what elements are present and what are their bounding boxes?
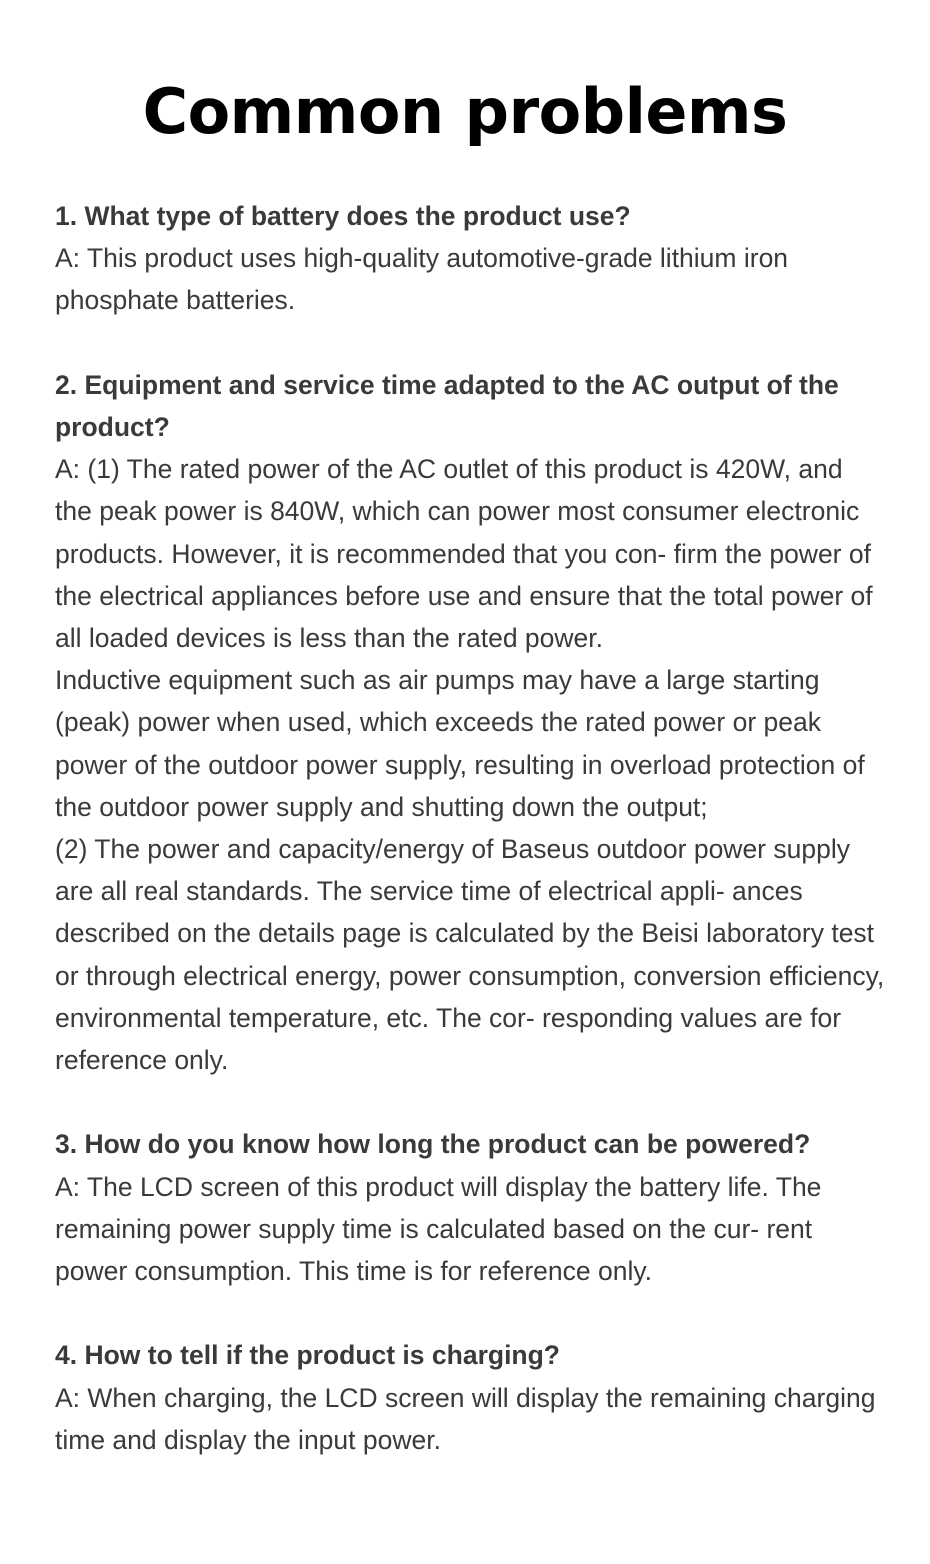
faq-answer-paragraph: (2) The power and capacity/energy of Baseus outdoor power supply are all real standards. The service time of electrical appli- ances described on the details page is calculated by the Beisi laboratory test or through electrical energy, power consumption, conversion efficiency, environmental temperature, etc. The cor- responding values are for reference only.: [55, 834, 885, 1076]
page-title: Common problems: [142, 75, 788, 148]
faq-question: 4. How to tell if the product is charging?: [55, 1340, 560, 1371]
faq-answer-paragraph: Inductive equipment such as air pumps may have a large starting (peak) power when used, which exceeds the rated power or peak power of the outdoor power supply, resulting in overload protection of the outdoor power supply and shutting down the output;: [55, 665, 865, 822]
faq-answer: A: This product uses high-quality automotive-grade lithium iron phosphate batteries.: [55, 243, 789, 316]
faq-item-2: [55, 364, 885, 1081]
faq-answer: A: The LCD screen of this product will display the battery life. The remaining power supply time is calculated based on the cur- rent power consumption. This time is for reference only.: [55, 1171, 822, 1287]
faq-answer: A: When charging, the LCD screen will display the remaining charging time and display the input power.: [55, 1382, 876, 1455]
faq-question: 2. Equipment and service time adapted to the AC output of the product?: [55, 369, 839, 442]
faq-answer: A: (1) The rated power of the AC outlet of this product is 420W, and the peak power is 840W, which can power most consumer electronic products. However, it is recommended that you con- firm the power of the electrical appliances before use and ensure that the total power of all loaded devices is less than the rated power.: [55, 454, 873, 654]
faq-list: [55, 195, 885, 1503]
faq-item-3: [55, 1123, 885, 1292]
faq-question: 1. What type of battery does the product use?: [55, 201, 631, 231]
faq-item-4: [55, 1334, 885, 1461]
faq-question: 3. How do you know how long the product can be powered?: [55, 1129, 811, 1160]
faq-item-1: [55, 195, 885, 322]
